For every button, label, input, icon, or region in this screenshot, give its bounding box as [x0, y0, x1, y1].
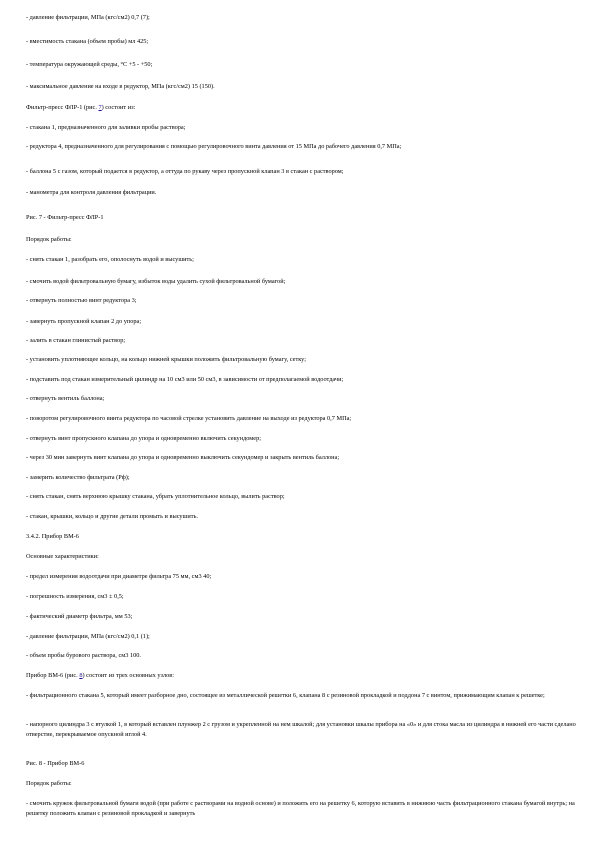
figure-link-8[interactable]: 8 — [79, 672, 83, 679]
paragraph: - установить уплотняющее кольцо, на кольцо нижней крышки положить фильтровальную бумагу, сетку; — [26, 356, 306, 363]
paragraph: - манометра для контроля давления фильтрации. — [26, 189, 157, 196]
paragraph: - снять стакан, снять верхнюю крышку стакана, убрать уплотнительное кольцо, вылить раствор; — [26, 493, 285, 500]
paragraph: - замерить количество фильтрата (Рф); — [26, 474, 130, 481]
paragraph: - стакана 1, предназначенного для заливки пробы раствора; — [26, 124, 186, 131]
paragraph: - подставить под стакан измерительный цилиндр на 10 см3 или 50 см3, в зависимости от предполагаемой водоотдачи; — [26, 376, 344, 383]
paragraph: - напорного цилиндра 3 с втулкой 1, в который вставлен плунжер 2 с грузом и укрепленной на нем шкалой; для установки шкалы прибора на «0» и для стока масла из цилиндра в нижней его части сделано отверстие, перекрываемое опускной иглой 4. — [26, 721, 576, 738]
paragraph: - редуктора 4, предназначенного для регулирования с помощью регулировочного винта давления от 15 МПа до рабочего давления 0,7 МПа; — [26, 143, 402, 150]
subheading: Основные характеристики: — [26, 553, 99, 560]
figure-link-7[interactable]: 7 — [98, 104, 102, 111]
paragraph: - фильтрационного стакана 5, который имеет разборное дно, состоящее из металлической решетки 6, клапана 8 с резиновой прокладкой и поддона 7 с винтом, прижимающим клапан к решетке; — [26, 692, 545, 699]
paragraph: - отвернуть полностью винт редуктора 3; — [26, 297, 137, 304]
paragraph: - фактический диаметр фильтра, мм 53; — [26, 613, 133, 620]
section-heading: Порядок работы: — [26, 780, 72, 787]
paragraph: - завернуть пропускной клапан 2 до упора; — [26, 318, 142, 325]
paragraph: - погрешность измерения, см3 ± 0,5; — [26, 593, 124, 600]
paragraph: - смочить водой фильтровальную бумагу, избыток воды удалить сухой фильтровальной бумагой; — [26, 278, 286, 285]
text-segment: ) состоит из трех основных узлов: — [82, 672, 174, 679]
paragraph: - отвернуть винт пропускного клапана до упора и одновременно включить секундомер; — [26, 435, 261, 442]
paragraph — [26, 671, 576, 681]
paragraph: - максимальное давление на входе в редуктор, МПа (кгс/см2) 15 (150). — [26, 83, 215, 90]
section-heading: Порядок работы: — [26, 236, 72, 243]
paragraph: - давление фильтрации, МПа (кгс/см2) 0,7 (7); — [26, 14, 150, 21]
paragraph: - стакан, крышки, кольцо и другие детали промыть и высушить. — [26, 513, 198, 520]
paragraph: - температура окружающей среды, °С +5 - +50; — [26, 61, 153, 68]
paragraph: - поворотом регулировочного винта редуктора по часовой стрелке установить давление на выходе из редуктора 0,7 МПа; — [26, 415, 352, 422]
text-segment: Прибор ВМ-6 (рис. — [26, 672, 80, 679]
paragraph — [26, 103, 576, 113]
paragraph: - объем пробы бурового раствора, см3 100. — [26, 652, 141, 659]
paragraph: - через 30 мин завернуть винт клапана до упора и одновременно выключить секундомер и закрыть вентиль баллона; — [26, 454, 340, 461]
paragraph: - баллона 5 с газом, который подается в редуктор, а оттуда по рукаву через пропускной клапан 3 в стакан с раствором; — [26, 168, 344, 175]
paragraph: - отвернуть вентиль баллона; — [26, 395, 105, 402]
paragraph: - смочить кружок фильтровальной бумаги водой (при работе с растворами на водной основе) и положить его на решетку 6, которую вставить в нижнюю часть фильтрационного стакана бумагой внутрь; на решетку положить клапан с резиновой прокладкой и завернуть — [26, 800, 575, 817]
figure-caption: Рис. 7 - Фильтр-пресс ФЛР-1 — [26, 214, 104, 221]
text-segment: Фильтр-пресс ФЛР-1 (рис. — [26, 104, 99, 111]
paragraph: - предел измерения водоотдачи при диаметре фильтра 75 мм, см3 40; — [26, 573, 212, 580]
paragraph: - залить в стакан глинистый раствор; — [26, 337, 126, 344]
figure-caption: Рис. 8 - Прибор ВМ-6 — [26, 760, 85, 767]
section-heading: 3.4.2. Прибор ВМ-6 — [26, 533, 79, 540]
paragraph: - давление фильтрации, МПа (кгс/см2) 0,1 (1); — [26, 633, 150, 640]
paragraph: - снять стакан 1, разобрать его, ополоснуть водой и высушить; — [26, 256, 194, 263]
paragraph: - вместимость стакана (объем пробы) мл 425; — [26, 38, 149, 45]
text-segment: ) состоит из: — [101, 104, 136, 111]
